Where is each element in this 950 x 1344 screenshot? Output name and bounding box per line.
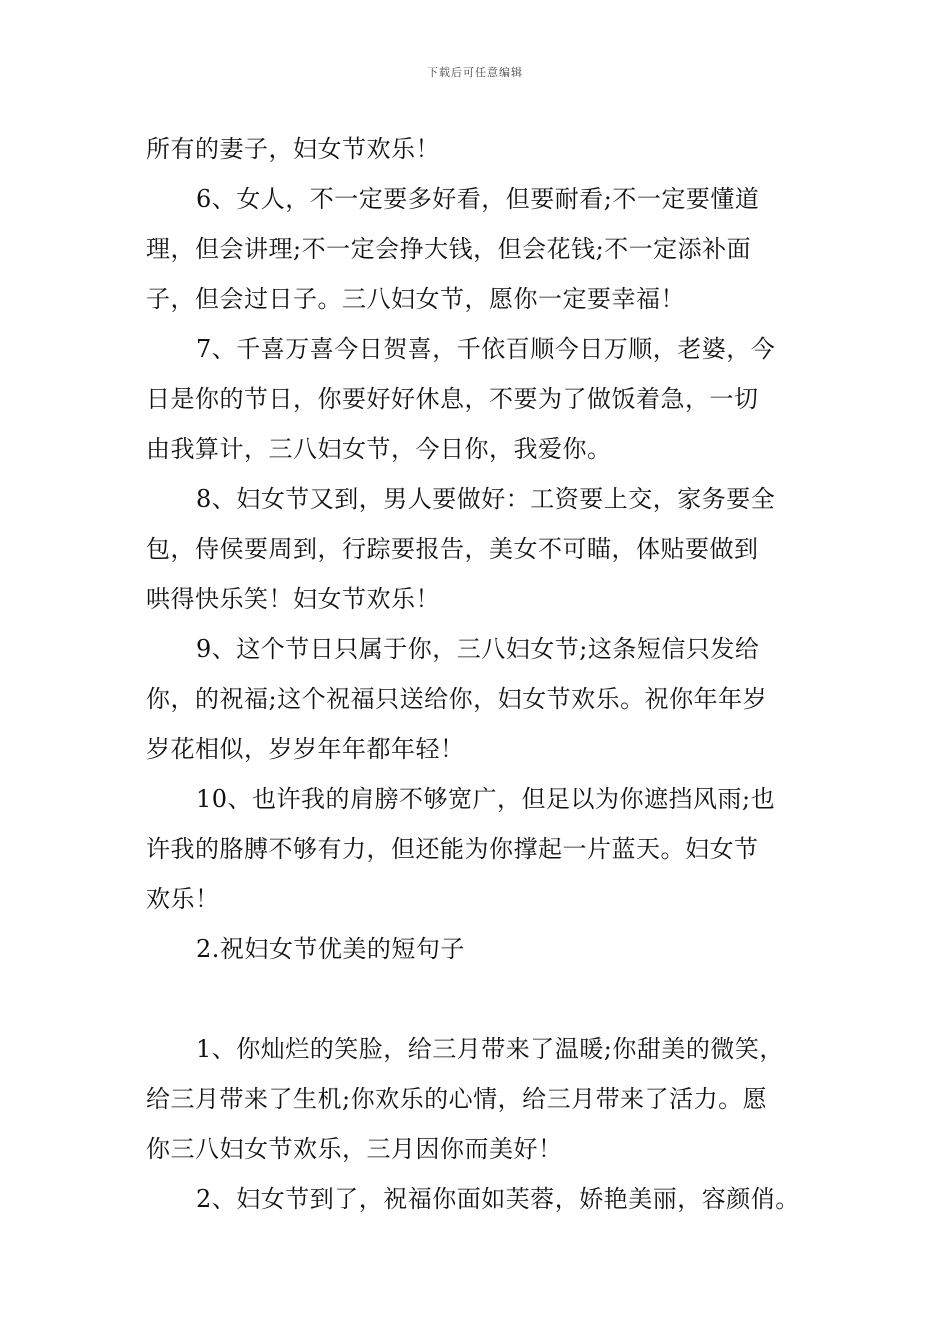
paragraph-line: 10、也许我的肩膀不够宽广，但足以为你遮挡风雨;也	[196, 785, 776, 813]
paragraph-line: 所有的妻子，妇女节欢乐！	[146, 135, 440, 163]
paragraph-line: 理，但会讲理;不一定会挣大钱，但会花钱;不一定添补面	[146, 235, 752, 263]
spacer	[146, 974, 816, 1024]
paragraph-line: 你，的祝福;这个祝福只送给你，妇女节欢乐。祝你年年岁	[146, 685, 768, 713]
paragraph-line: 2、妇女节到了，祝福你面如芙蓉，娇艳美丽，容颜俏。	[196, 1185, 800, 1213]
paragraph-line: 包，侍侯要周到，行踪要报告，美女不可瞄，体贴要做到	[146, 535, 759, 563]
paragraph-line: 由我算计，三八妇女节，今日你，我爱你。	[146, 435, 612, 463]
paragraph-line: 日是你的节日，你要好好休息，不要为了做饭着急，一切	[146, 385, 759, 413]
paragraph-line: 6、女人，不一定要多好看，但要耐看;不一定要懂道	[196, 185, 760, 213]
page-header: 下载后可任意编辑	[427, 66, 523, 79]
paragraph-line: 1、你灿烂的笑脸，给三月带来了温暖;你甜美的微笑，	[196, 1035, 784, 1063]
paragraph-line: 岁花相似，岁岁年年都年轻！	[146, 735, 465, 763]
paragraph-line: 许我的胳膊不够有力，但还能为你撑起一片蓝天。妇女节	[146, 835, 759, 863]
paragraph-line: 9、这个节日只属于你，三八妇女节;这条短信只发给	[196, 635, 760, 663]
paragraph-line: 哄得快乐笑！妇女节欢乐！	[146, 585, 440, 613]
paragraph-line: 子，但会过日子。三八妇女节，愿你一定要幸福！	[146, 285, 685, 313]
paragraph-line: 给三月带来了生机;你欢乐的心情，给三月带来了活力。愿	[146, 1085, 768, 1113]
paragraph-line: 7、千喜万喜今日贺喜，千依百顺今日万顺，老婆，今	[196, 335, 776, 363]
paragraph-line: 你三八妇女节欢乐，三月因你而美好！	[146, 1135, 563, 1163]
section-heading: 2.祝妇女节优美的短句子	[196, 935, 465, 963]
paragraph-line: 欢乐！	[146, 885, 220, 913]
document-body	[146, 124, 816, 1224]
paragraph-line: 8、妇女节又到，男人要做好：工资要上交，家务要全	[196, 485, 776, 513]
